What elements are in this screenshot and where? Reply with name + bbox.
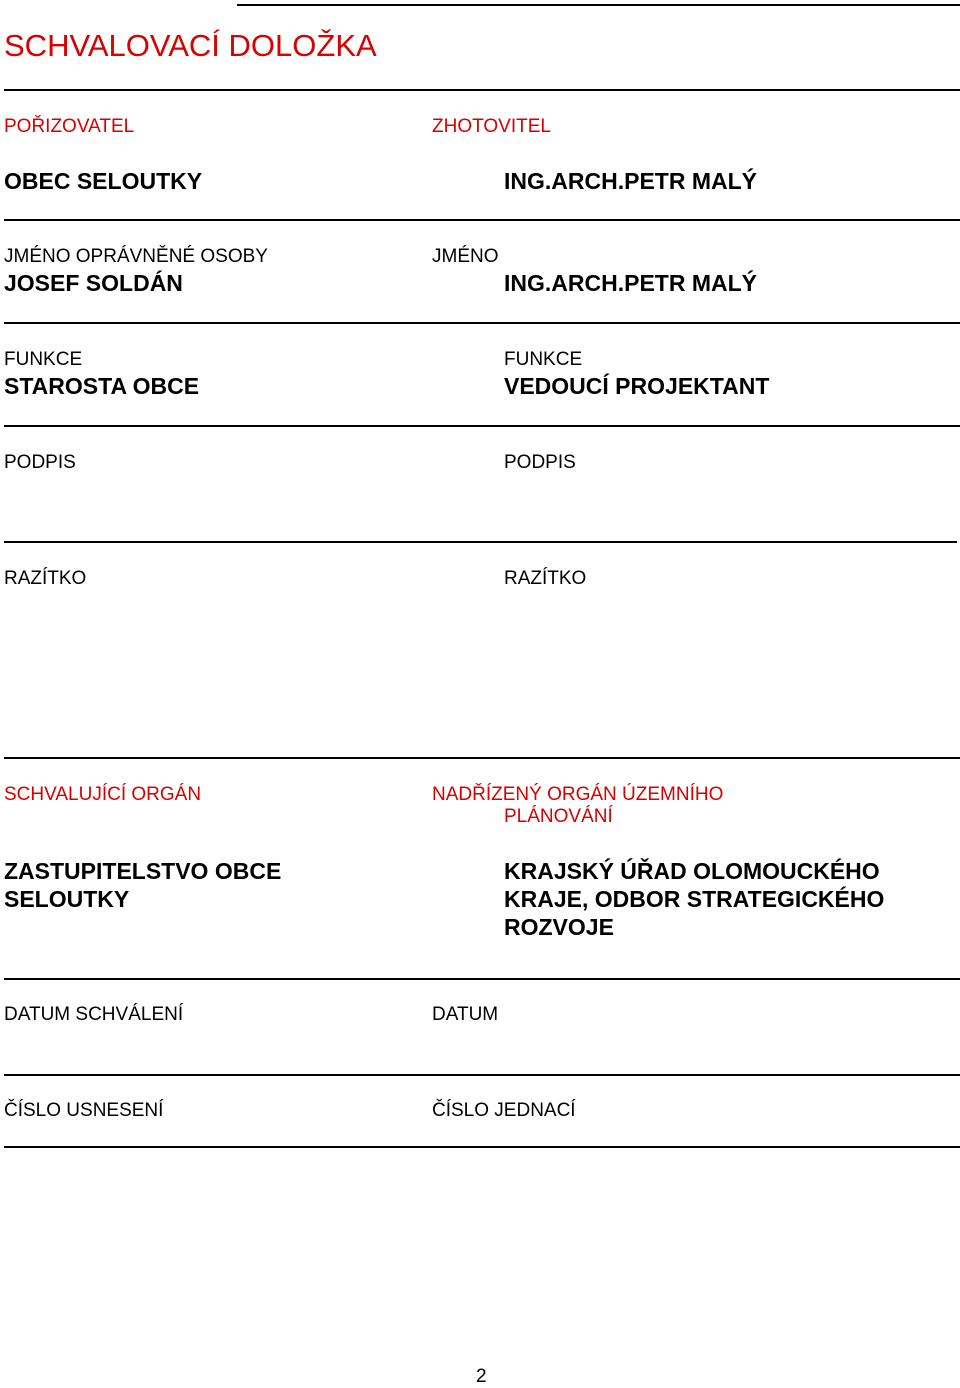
zhotovitel-stamp-label: RAZÍTKO bbox=[504, 568, 587, 589]
superior-body-label-line2: PLÁNOVÁNÍ bbox=[504, 806, 613, 827]
approval-date-label: DATUM SCHVÁLENÍ bbox=[4, 1004, 184, 1025]
divider-after-bodies bbox=[4, 978, 960, 980]
zhotovitel-function-label: FUNKCE bbox=[504, 349, 583, 370]
divider-after-dates bbox=[4, 1074, 960, 1076]
superior-date-label: DATUM bbox=[432, 1004, 499, 1025]
superior-body-value-line1: KRAJSKÝ ÚŘAD OLOMOUCKÉHO bbox=[504, 858, 880, 884]
zhotovitel-name-label: JMÉNO bbox=[432, 246, 499, 267]
page-title: SCHVALOVACÍ DOLOŽKA bbox=[4, 28, 377, 63]
divider-after-functions bbox=[4, 425, 960, 427]
porizovatel-name: JOSEF SOLDÁN bbox=[4, 270, 183, 296]
approving-body-value-line1: ZASTUPITELSTVO OBCE bbox=[4, 858, 282, 884]
divider-after-names bbox=[4, 322, 960, 324]
zhotovitel-name: ING.ARCH.PETR MALÝ bbox=[504, 270, 757, 296]
page-number: 2 bbox=[476, 1366, 487, 1387]
porizovatel-function: STAROSTA OBCE bbox=[4, 373, 200, 399]
zhotovitel-function: VEDOUCÍ PROJEKTANT bbox=[504, 373, 770, 399]
reference-number-label: ČÍSLO JEDNACÍ bbox=[432, 1100, 576, 1121]
superior-body-value-line3: ROZVOJE bbox=[504, 914, 614, 940]
porizovatel-value: OBEC SELOUTKY bbox=[4, 168, 203, 194]
divider-after-title bbox=[4, 89, 960, 91]
approving-body-value-line2: SELOUTKY bbox=[4, 886, 130, 912]
resolution-number-label: ČÍSLO USNESENÍ bbox=[4, 1100, 164, 1121]
superior-body-value-line2: KRAJE, ODBOR STRATEGICKÉHO bbox=[504, 886, 885, 912]
divider-after-stamps bbox=[4, 757, 960, 759]
superior-body-label-line1: NADŘÍZENÝ ORGÁN ÚZEMNÍHO bbox=[432, 784, 724, 805]
porizovatel-name-label: JMÉNO OPRÁVNĚNÉ OSOBY bbox=[4, 246, 268, 267]
porizovatel-function-label: FUNKCE bbox=[4, 349, 83, 370]
zhotovitel-signature-label: PODPIS bbox=[504, 452, 576, 473]
divider-after-parties bbox=[4, 219, 960, 221]
zhotovitel-value: ING.ARCH.PETR MALÝ bbox=[504, 168, 757, 194]
zhotovitel-label: ZHOTOVITEL bbox=[432, 116, 551, 137]
porizovatel-stamp-label: RAZÍTKO bbox=[4, 568, 87, 589]
porizovatel-label: POŘIZOVATEL bbox=[4, 116, 135, 137]
approving-body-label: SCHVALUJÍCÍ ORGÁN bbox=[4, 784, 202, 805]
top-rule bbox=[237, 4, 960, 6]
divider-after-signatures bbox=[4, 541, 957, 543]
bottom-rule bbox=[4, 1146, 960, 1148]
porizovatel-signature-label: PODPIS bbox=[4, 452, 76, 473]
